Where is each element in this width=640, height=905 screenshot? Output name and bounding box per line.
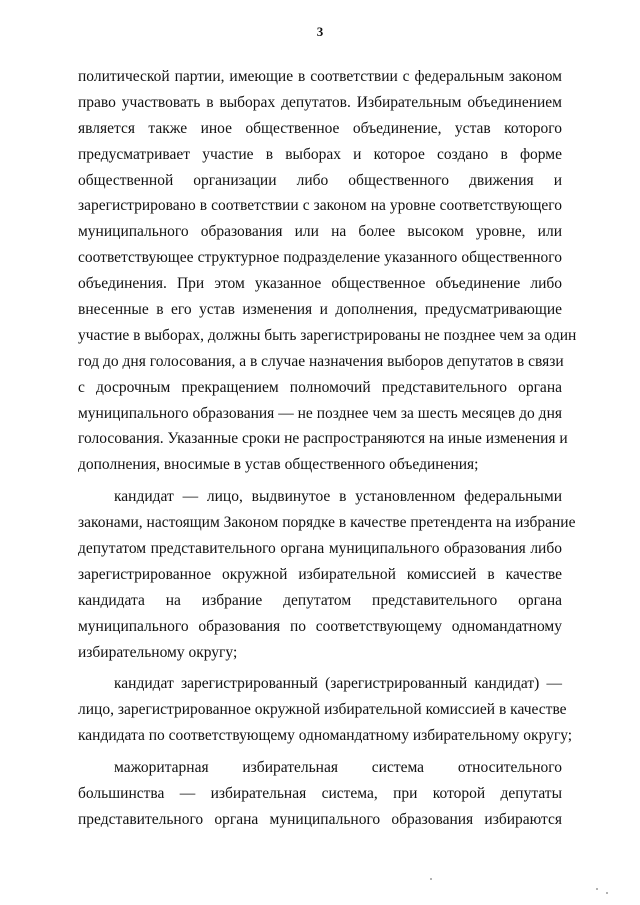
scan-artifact (430, 878, 432, 880)
scan-artifact (596, 888, 598, 890)
text-line: кандидата по соответствующему одномандатному избирательному округу; (78, 727, 573, 745)
text-line: политической партии, имеющие в соответствии с федеральным законом (78, 68, 562, 85)
text-line: с досрочным прекращением полномочий представительного органа (78, 378, 562, 396)
text-line: участие в выборах, должны быть зарегистрированы не позднее чем за один (78, 326, 577, 344)
text-line: объединения. При этом указанное общественное объединение либо (78, 275, 562, 293)
paragraph (78, 671, 573, 749)
text-line: зарегистрировано в соответствии с законом на уровне соответствующего (78, 197, 562, 215)
text-line: избирательному округу; (78, 643, 238, 661)
text-line: общественной организации либо общественного движения и (78, 171, 562, 189)
text-line: голосования. Указанные сроки не распространяются на иные изменения и (78, 430, 568, 448)
text-line: кандидат зарегистрированный (зарегистрированный кандидат) — (114, 675, 562, 693)
text-line: является также иное общественное объединение, устав которого (78, 119, 562, 137)
text-line: предусматривает участие в выборах и которое создано в форме (78, 145, 562, 163)
text-line: дополнения, вносимые в устав общественного объединения; (78, 456, 479, 474)
text-line: внесенные в его устав изменения и дополнения, предусматривающие (78, 301, 562, 319)
text-line: мажоритарная избирательная система относительного (114, 759, 562, 777)
text-line: муниципального образования или на более высоком уровне, или (78, 223, 562, 241)
text-line: кандидат — лицо, выдвинутое в установленном федеральными (114, 488, 562, 506)
text-line: законами, настоящим Законом порядке в качестве претендента на избрание (78, 514, 576, 532)
page-number: 3 (316, 24, 324, 39)
text-line: зарегистрированное окружной избирательной комиссией в качестве (78, 565, 562, 583)
paragraph (78, 484, 576, 665)
text-line: кандидата на избрание депутатом представительного органа (78, 591, 562, 609)
text-line: депутатом представительного органа муниципального образования либо (78, 540, 562, 558)
paragraph (78, 64, 577, 478)
text-line: право участвовать в выборах депутатов. Избирательным объединением (78, 93, 562, 111)
text-line: муниципального образования по соответствующему одномандатному (78, 617, 562, 635)
text-line: представительного органа муниципального образования избираются (78, 810, 562, 828)
paragraph (78, 755, 562, 833)
text-line: муниципального образования — не позднее чем за шесть месяцев до дня (78, 404, 562, 422)
text-line: год до дня голосования, а в случае назначения выборов депутатов в связи (78, 352, 564, 370)
text-line: соответствующее структурное подразделение указанного общественного (78, 249, 562, 267)
body-text (78, 64, 577, 833)
text-line: лицо, зарегистрированное окружной избирательной комиссией в качестве (78, 701, 567, 719)
scan-artifact (606, 892, 608, 894)
text-line: большинства — избирательная система, при которой депутаты (78, 785, 562, 803)
